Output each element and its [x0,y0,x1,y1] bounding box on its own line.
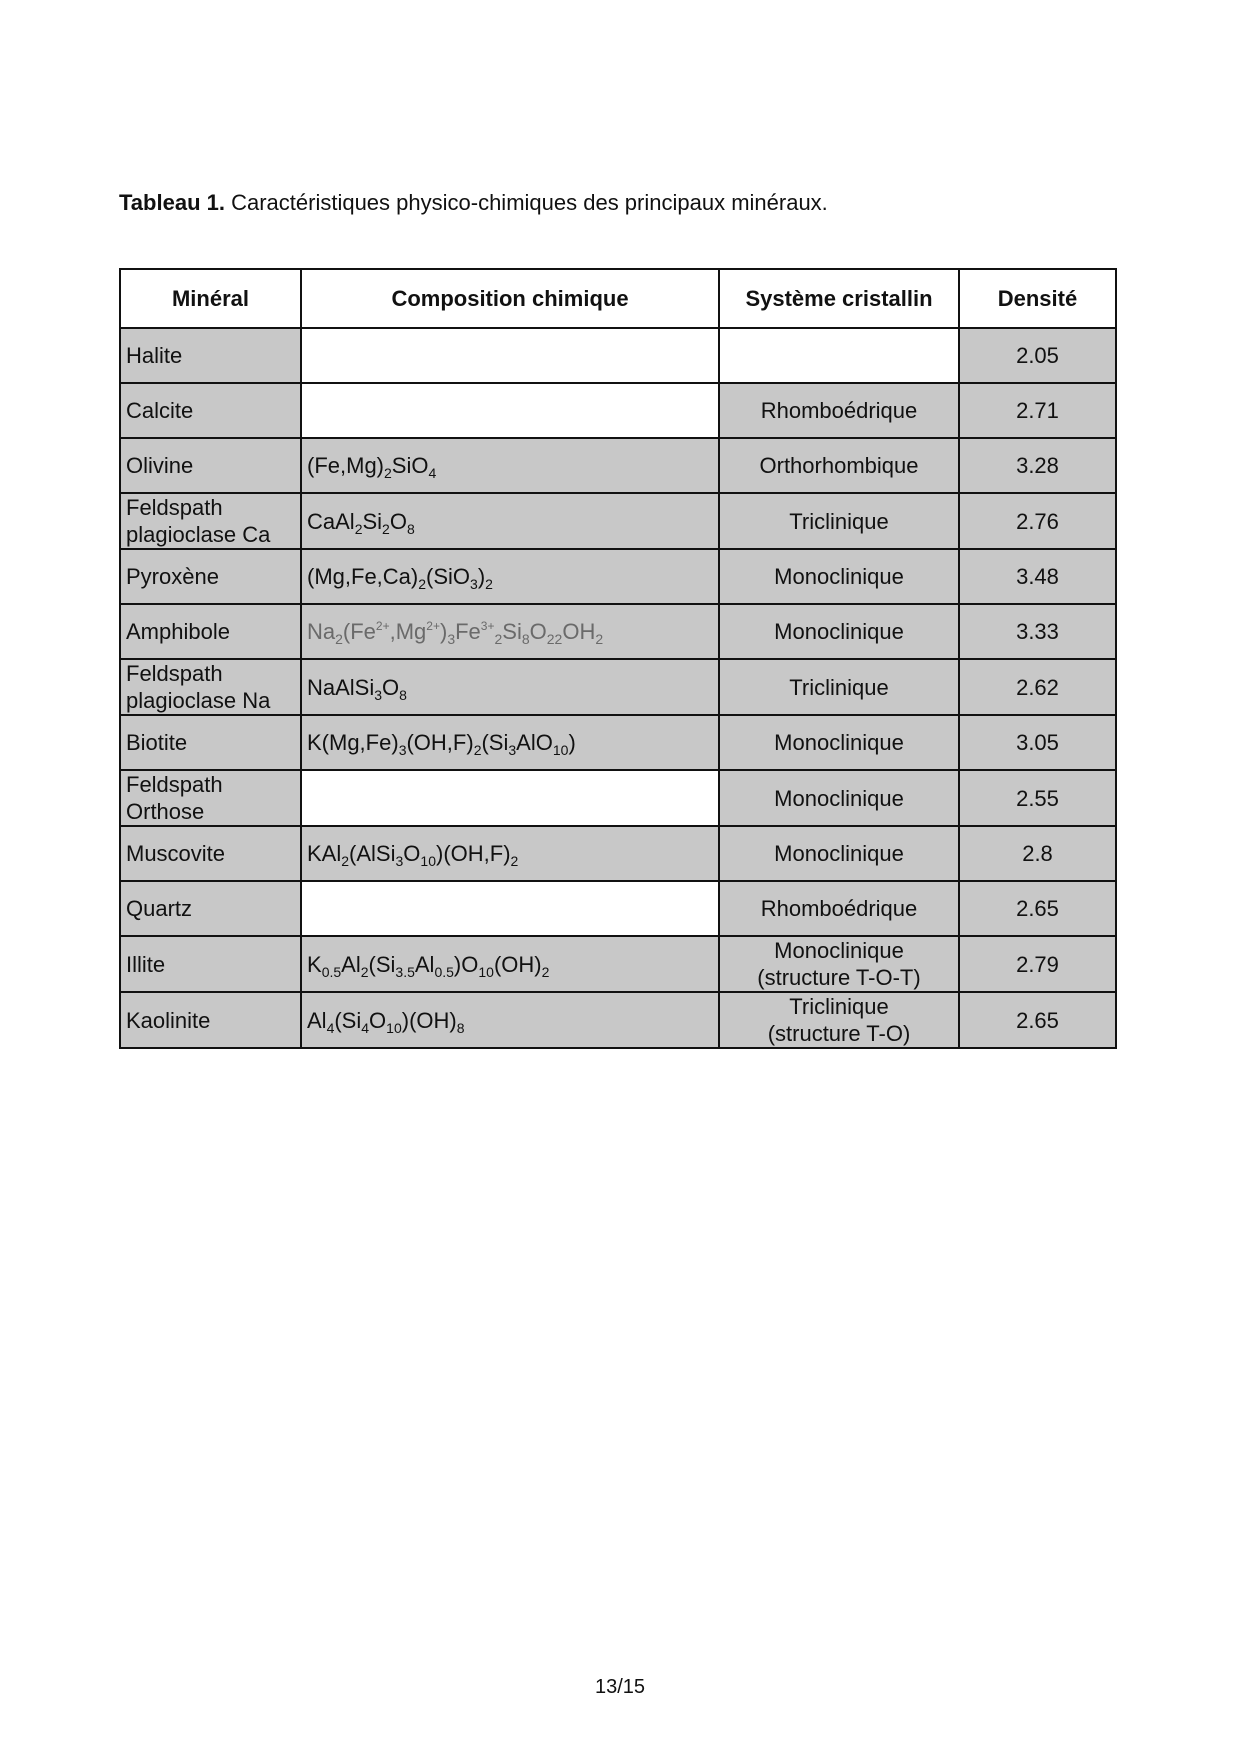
cell-density: 2.71 [959,383,1116,438]
cell-mineral: Biotite [120,715,301,770]
table-row [120,383,1116,438]
cell-composition: $KAl_2(AlSi_3O_{10})(OH,F)_2$ [301,826,719,881]
header-density: Densité [959,269,1116,328]
header-composition: Composition chimique [301,269,719,328]
cell-composition [301,881,719,936]
cell-mineral: Feldspath Orthose [120,770,301,826]
table-row [120,936,1116,992]
cell-density: 3.28 [959,438,1116,493]
cell-density: 3.33 [959,604,1116,659]
cell-mineral: Halite [120,328,301,383]
caption-label: Tableau 1. [119,190,225,215]
cell-composition: $Al_4(Si_4O_{10})(OH)_8$ [301,992,719,1048]
minerals-table [119,268,1117,1049]
table-row [120,770,1116,826]
table-row [120,438,1116,493]
cell-mineral: Quartz [120,881,301,936]
cell-mineral: Calcite [120,383,301,438]
cell-density: 3.48 [959,549,1116,604]
cell-system: Rhomboédrique [719,881,959,936]
cell-system: Orthorhombique [719,438,959,493]
cell-system: Triclinique (structure T-O) [719,992,959,1048]
cell-density: 2.65 [959,881,1116,936]
cell-density: 2.79 [959,936,1116,992]
cell-density: 2.76 [959,493,1116,549]
cell-system: Triclinique [719,493,959,549]
cell-system: Monoclinique [719,604,959,659]
cell-system: Monoclinique [719,549,959,604]
table-row [120,715,1116,770]
cell-density: 2.62 [959,659,1116,715]
header-mineral: Minéral [120,269,301,328]
cell-composition: $K_{0.5}Al_2(Si_{3.5}Al_{0.5})O_{10}(OH)_2$ [301,936,719,992]
cell-composition: $K(Mg,Fe)_3(OH,F)_2(Si_3AlO_{10})$ [301,715,719,770]
cell-density: 2.55 [959,770,1116,826]
cell-mineral: Feldspath plagioclase Na [120,659,301,715]
cell-composition [301,770,719,826]
caption-text: Caractéristiques physico-chimiques des principaux minéraux. [224,190,828,215]
cell-mineral: Feldspath plagioclase Ca [120,493,301,549]
header-system: Système cristallin [719,269,959,328]
cell-system [719,328,959,383]
table-row [120,328,1116,383]
cell-mineral: Pyroxène [120,549,301,604]
cell-density: 2.8 [959,826,1116,881]
table-row [120,992,1116,1048]
table-row [120,604,1116,659]
table-caption [119,190,828,216]
cell-system: Monoclinique [719,715,959,770]
table-body [120,328,1116,1048]
cell-mineral: Illite [120,936,301,992]
cell-density: 3.05 [959,715,1116,770]
cell-composition [301,328,719,383]
cell-system: Monoclinique [719,826,959,881]
cell-system: Rhomboédrique [719,383,959,438]
cell-mineral: Kaolinite [120,992,301,1048]
table-header-row [120,269,1116,328]
table-row [120,493,1116,549]
cell-composition: $Na_2(Fe^{2+},Mg^{2+})_3Fe^{3+}_2Si_8O_{22}OH_2$ [301,604,719,659]
cell-composition: $(Fe,Mg)_2SiO_4$ [301,438,719,493]
cell-density: 2.05 [959,328,1116,383]
cell-mineral: Amphibole [120,604,301,659]
cell-composition [301,383,719,438]
cell-system: Monoclinique (structure T-O-T) [719,936,959,992]
table-row [120,881,1116,936]
cell-system: Monoclinique [719,770,959,826]
cell-composition: $CaAl_2Si_2O_8$ [301,493,719,549]
page-number: 13/15 [594,1676,646,1698]
cell-composition: $NaAlSi_3O_8$ [301,659,719,715]
cell-composition: $(Mg,Fe,Ca)_2(SiO_3)_2$ [301,549,719,604]
table-row [120,659,1116,715]
cell-mineral: Olivine [120,438,301,493]
table-row [120,549,1116,604]
cell-density: 2.65 [959,992,1116,1048]
table-row [120,826,1116,881]
cell-system: Triclinique [719,659,959,715]
cell-mineral: Muscovite [120,826,301,881]
